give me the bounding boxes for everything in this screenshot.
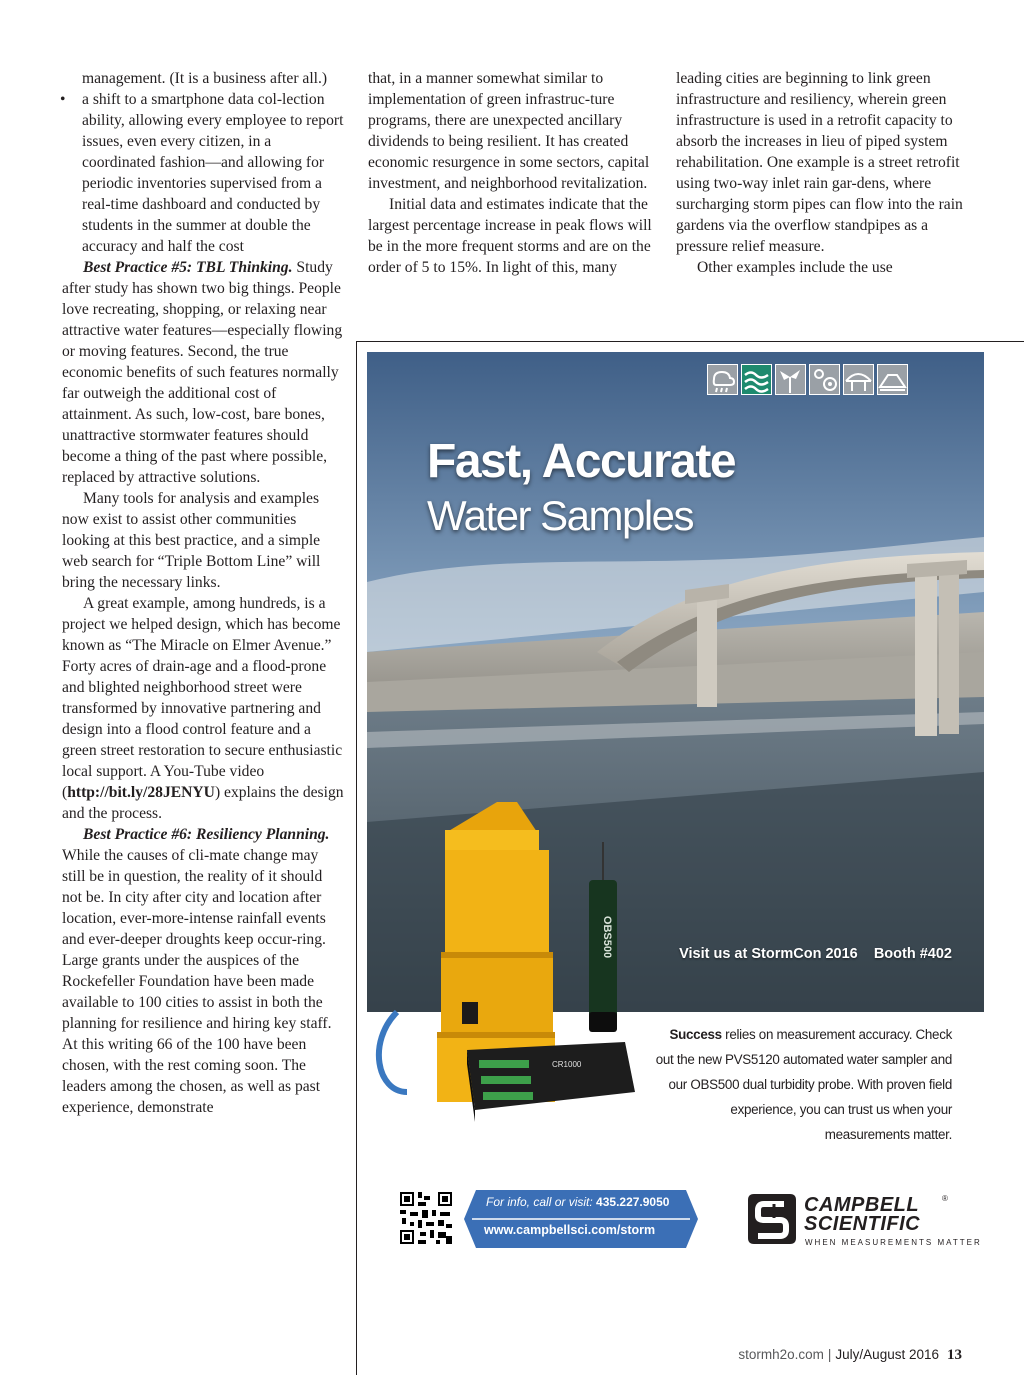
bridge-icon bbox=[843, 364, 874, 395]
ad-product-image bbox=[367, 792, 657, 1152]
water-sampler-icon bbox=[809, 364, 840, 395]
paragraph: that, in a manner somewhat similar to implementation of green infrastruc-ture programs, there are unexpected ancillary dividends to being resilient. It has created economic resurgence in some sectors, capital investment, and neighborhood revitalization. bbox=[368, 70, 650, 192]
paragraph: Other examples include the use bbox=[697, 259, 893, 276]
ad-body-text bbox=[652, 1022, 952, 1147]
logo-line-2: SCIENTIFIC bbox=[804, 1213, 921, 1235]
paragraph bbox=[62, 824, 344, 1118]
page-number: 13 bbox=[947, 1347, 962, 1363]
logo-line-1: CAMPBELL bbox=[804, 1194, 920, 1216]
contact-prefix: For info, call or visit: bbox=[486, 1195, 593, 1209]
wind-icon bbox=[775, 364, 806, 395]
best-practice-5-heading: Best Practice #5: TBL Thinking. bbox=[83, 259, 293, 276]
paragraph-text: ) explains the design and the process. bbox=[62, 784, 344, 822]
column-divider bbox=[356, 341, 357, 1375]
paragraph: leading cities are beginning to link green infrastructure and resiliency, wherein green infrastructure is used in a retrofit capacity to absorb the increases in lieu of piped system rehabilitation. One example is a street retrofit using two-way inlet rain gar-dens, where surcharging storm pipes can flow into the rain gardens via the overflow standpipes as a pressure relief measure. bbox=[676, 70, 963, 255]
paragraph bbox=[62, 257, 344, 488]
registered-mark: ® bbox=[942, 1194, 948, 1203]
footer-issue: July/August 2016 bbox=[835, 1347, 939, 1362]
ad-body-bold: Success bbox=[669, 1027, 722, 1042]
campbell-scientific-ad[interactable] bbox=[367, 352, 984, 1287]
bullet-icon: • bbox=[60, 91, 66, 108]
footer-site: stormh2o.com bbox=[738, 1347, 824, 1362]
youtube-link[interactable]: http://bit.ly/28JENYU bbox=[67, 784, 215, 801]
article-column-3 bbox=[676, 68, 966, 278]
article-column-1 bbox=[62, 68, 344, 1118]
footer-separator: | bbox=[827, 1347, 832, 1362]
ad-subheadline: Water Samples bbox=[427, 492, 694, 539]
paragraph-text: A great example, among hundreds, is a project we helped design, which has become known as “The Miracle on Elmer Avenue.” Forty acres of drain-age and a flood-prone and blighted neighborhood street were transformed by innovative partnering and design into a flood control feature and a green street restoration to secure enthusiastic local support. A You-Tube video ( bbox=[62, 595, 343, 801]
ad-stormcon-booth: Visit us at StormCon 2016 Booth #402 bbox=[679, 946, 952, 962]
ad-body-rest: relies on measurement accuracy. Check out the new PVS5120 automated water sampler and our OBS500 dual turbidity probe. With proven field experience, you can trust us when your measurements matter. bbox=[655, 1027, 952, 1142]
list-item bbox=[62, 89, 344, 257]
qr-code[interactable] bbox=[398, 1190, 454, 1246]
page-footer bbox=[738, 1347, 962, 1364]
ad-tagline: WHEN MEASUREMENTS MATTER bbox=[805, 1238, 982, 1247]
ad-contact-banner[interactable] bbox=[462, 1190, 698, 1248]
datalogger-cr1000 bbox=[467, 1042, 635, 1122]
water-flow-icon bbox=[741, 364, 772, 395]
paragraph bbox=[62, 593, 344, 824]
sampler-hose bbox=[379, 1012, 407, 1092]
phone-number[interactable]: 435.227.9050 bbox=[596, 1195, 670, 1209]
ad-divider bbox=[356, 341, 1024, 342]
levee-icon bbox=[877, 364, 908, 395]
contact-line bbox=[486, 1195, 669, 1209]
paragraph-text: Study after study has shown two big things. People love recreating, shopping, or relaxing near attractive water features—especially flowing or moving features. Second, the true economic benefits of such features normally far outweigh the additional cost of attainment. As such, low-cost, bare bones, unattractive stormwater features should become a thing of the past where possible, replaced by attractive solutions. bbox=[62, 259, 343, 486]
probe-label: OBS500 bbox=[601, 915, 613, 959]
campbell-scientific-logo-icon bbox=[746, 1192, 798, 1246]
turbidity-probe-obs500 bbox=[589, 842, 617, 1032]
best-practice-6-heading: Best Practice #6: Resiliency Planning. bbox=[83, 826, 330, 843]
paragraph: management. (It is a business after all.) bbox=[82, 70, 328, 87]
paragraph-text: While the causes of cli-mate change may still be in question, the reality of it should not be. In city after city and location after location, ever-more-intense rainfall events and ever-deeper droughts keep occur-ring. Large grants under the auspices of the Rockefeller Foundation have been made available to 100 cities to assist in both the planning for resilience and hiring key staff. At this writing 66 of the 100 have been chosen, with the rest coming soon. The leaders among the chosen, as well as past experience, demonstrate bbox=[62, 847, 332, 1116]
paragraph: Initial data and estimates indicate that the largest percentage increase in peak flows will be in the more frequent storms and are on the order of 5 to 15%. In light of this, many bbox=[368, 196, 652, 276]
article-column-2 bbox=[368, 68, 658, 278]
rain-icon bbox=[707, 364, 738, 395]
ad-headline: Fast, Accurate bbox=[427, 435, 736, 488]
logger-label: CR1000 bbox=[552, 1060, 582, 1069]
list-item-text: a shift to a smartphone data col-lection ability, allowing every employee to report issues, even every citizen, in a coordinated fashion—and allowing for periodic inventories supervised from a real-time dashboard and conducted by students in the summer at double the accuracy and half the cost bbox=[82, 91, 344, 255]
ad-icon-strip bbox=[707, 364, 908, 395]
campbell-scientific-wordmark bbox=[804, 1196, 920, 1234]
website-link[interactable]: www.campbellsci.com/storm bbox=[484, 1223, 656, 1237]
paragraph: Many tools for analysis and examples now exist to assist other communities looking at this best practice, and a simple web search for “Triple Bottom Line” will bring the necessary links. bbox=[62, 490, 321, 591]
